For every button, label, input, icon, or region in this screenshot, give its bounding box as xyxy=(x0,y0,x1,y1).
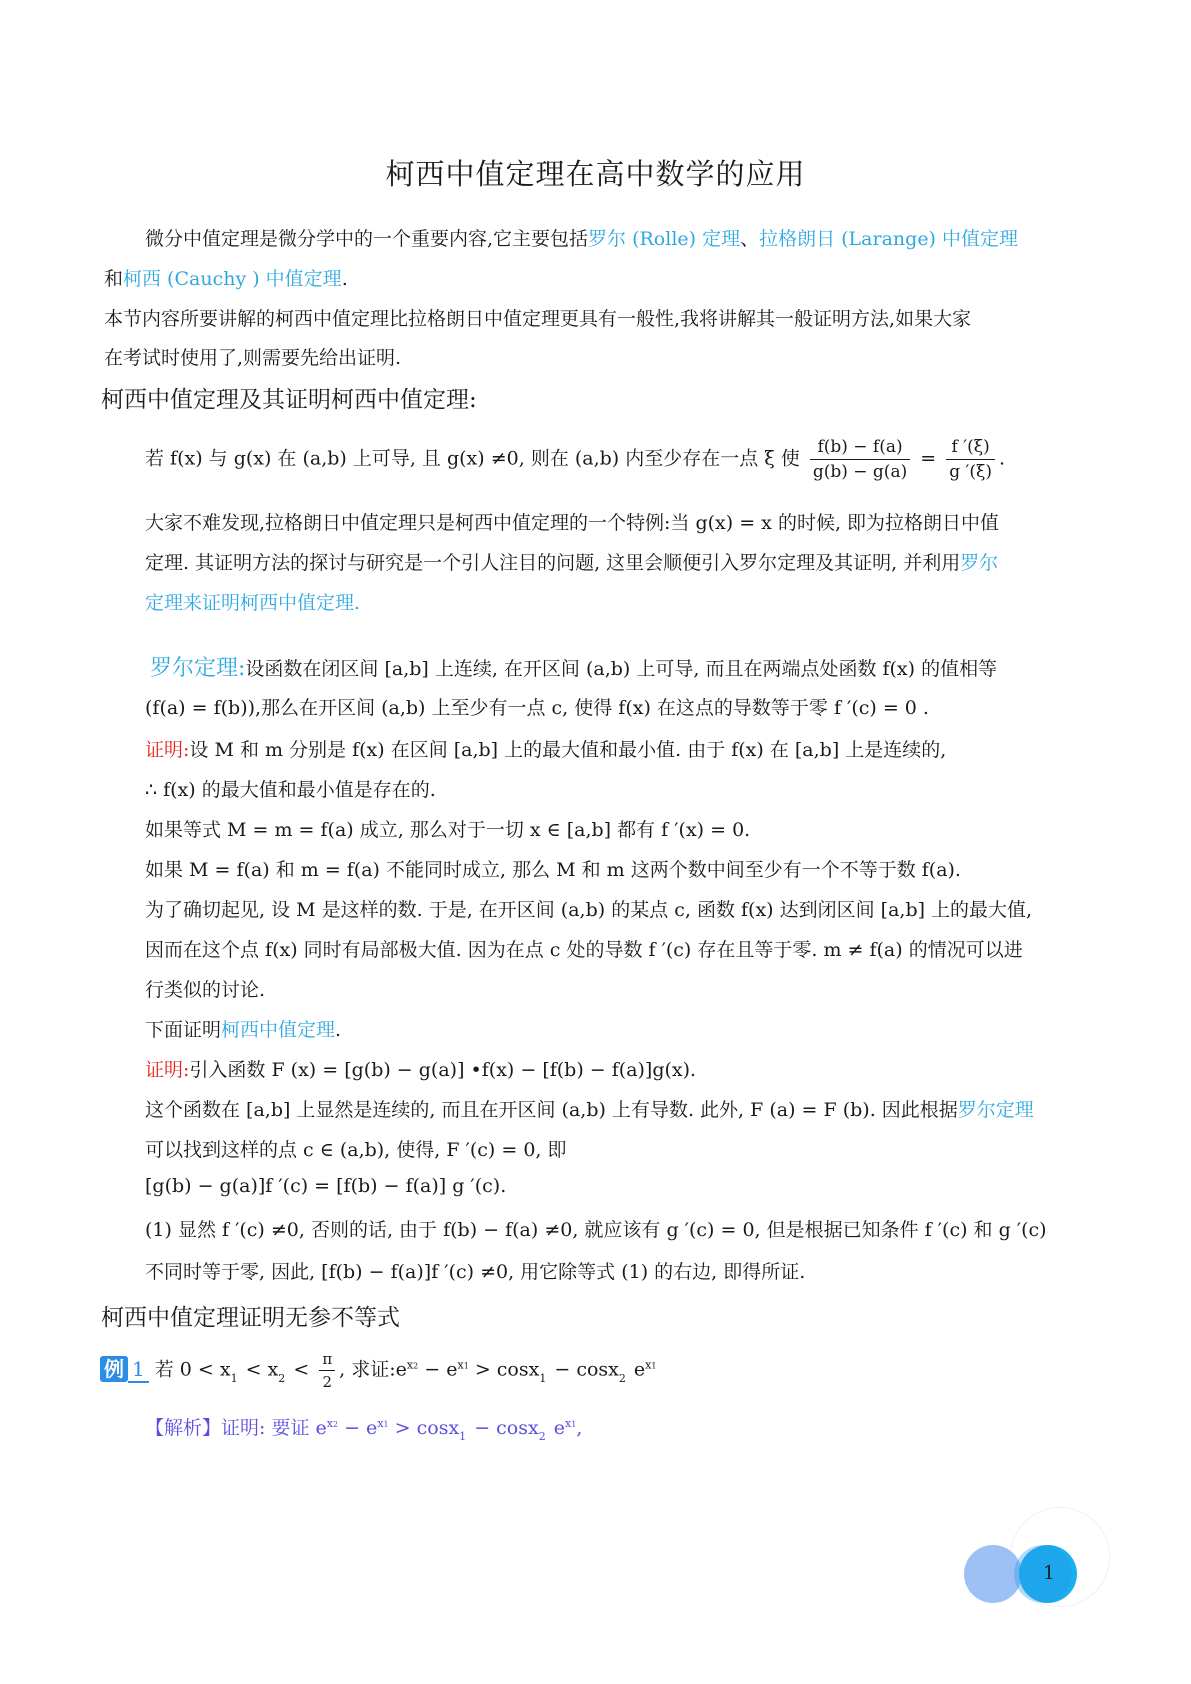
proof-label: 证明: xyxy=(145,1059,190,1081)
cauchy-lead xyxy=(145,1015,1145,1042)
superscript: x xyxy=(406,1358,414,1372)
para3-line-1: 大家不难发现,拉格朗日中值定理只是柯西中值定理的一个特例:当 g(x) = x 的时候, 即为拉格朗日中值 xyxy=(145,512,1000,534)
analysis-text: > cosx xyxy=(388,1417,460,1439)
fraction-numerator: π xyxy=(319,1350,335,1371)
analysis-label: 【解析】 xyxy=(145,1417,222,1439)
subscript: 1 xyxy=(230,1371,238,1385)
theorem-statement xyxy=(145,437,1145,482)
intro-text: 和 xyxy=(104,268,124,290)
example-text: − cosx xyxy=(548,1358,619,1381)
rolle-text: 设函数在闭区间 [a,b] 上连续, 在开区间 (a,b) 上可导, 而且在两端点处函数 f(x) 的值相等 xyxy=(245,658,998,680)
equals-sign: = xyxy=(920,447,937,470)
rolle-proof-line-4: 如果 M = f(a) 和 m = f(a) 不能同时成立, 那么 M 和 m 这两个数中间至少有一个不等于数 f(a). xyxy=(145,859,961,881)
para3-line-2 xyxy=(145,548,1145,575)
intro-line-3: 本节内容所要讲解的柯西中值定理比拉格朗日中值定理更具有一般性,我将讲解其一般证明方法,如果大家 xyxy=(104,308,972,330)
subscript: 1 xyxy=(539,1371,547,1385)
cauchy-proof-line-2 xyxy=(145,1095,1145,1122)
example-text: > cosx xyxy=(468,1358,540,1381)
proof-text: 这个函数在 [a,b] 上显然是连续的, 而且在开区间 (a,b) 上有导数. 此外, F (a) = F (b). 因此根据 xyxy=(145,1099,958,1121)
subscript: 2 xyxy=(278,1371,286,1385)
subscript: 1 xyxy=(459,1430,467,1443)
proof-label: 证明: xyxy=(145,739,190,761)
fraction-lhs xyxy=(810,437,910,482)
cauchy-proof-line-1 xyxy=(145,1055,1145,1082)
para-text: 定理. 其证明方法的探讨与研究是一个引人注目的问题, 这里会顺便引入罗尔定理及其证明, 并利用 xyxy=(145,552,961,574)
cauchy-proof-line-3: 可以找到这样的点 c ∈ (a,b), 使得, F ′(c) = 0, 即 xyxy=(145,1139,567,1161)
superscript: 1 xyxy=(651,1361,657,1371)
example-1 xyxy=(100,1350,1100,1391)
example-1-analysis xyxy=(145,1413,1145,1443)
fraction-rhs xyxy=(946,437,995,482)
rolle-link[interactable]: 罗尔 (Rolle) 定理 xyxy=(588,228,741,250)
page-number: 1 xyxy=(1042,1562,1056,1584)
rolle-proof-line-2: ∴ f(x) 的最大值和最小值是存在的. xyxy=(145,779,436,801)
superscript: x xyxy=(457,1358,464,1372)
theorem-end: . xyxy=(999,447,1006,470)
proof-text: 引入函数 F (x) = [g(b) − g(a)] •f(x) − [f(b) − f(a)]g(x). xyxy=(189,1059,697,1081)
analysis-text: − cosx xyxy=(468,1417,539,1439)
example-text: 若 0 < x xyxy=(154,1358,231,1381)
rolle-proof-line-7: 行类似的讨论. xyxy=(145,979,266,1001)
subscript: 2 xyxy=(618,1371,626,1385)
fraction-numerator: f ′(ξ) xyxy=(946,437,995,460)
fraction-denominator: g(b) − g(a) xyxy=(812,462,908,482)
example-number: 1 xyxy=(128,1357,149,1383)
example-text: < xyxy=(287,1358,310,1381)
page-title: 柯西中值定理在高中数学的应用 xyxy=(385,157,806,191)
superscript: x xyxy=(326,1417,333,1430)
superscript: x xyxy=(377,1417,384,1430)
intro-text: 微分中值定理是微分学中的一个重要内容,它主要包括 xyxy=(145,228,589,250)
superscript: x xyxy=(645,1358,652,1372)
cauchy-proof-line-4: [g(b) − g(a)]f ′(c) = [f(b) − f(a)] g ′(c). xyxy=(145,1175,507,1197)
rolle-label: 罗尔定理: xyxy=(150,656,246,681)
example-text: , 求证:e xyxy=(339,1358,407,1381)
superscript: 1 xyxy=(571,1420,577,1429)
superscript: 1 xyxy=(463,1361,469,1371)
proof-text: 设 M 和 m 分别是 f(x) 在区间 [a,b] 上的最大值和最小值. 由于 f(x) 在 [a,b] 上是连续的, xyxy=(189,739,947,761)
rolle-proof-line-5: 为了确切起见, 设 M 是这样的数. 于是, 在开区间 (a,b) 的某点 c, 函数 f(x) 达到闭区间 [a,b] 上的最大值, xyxy=(145,899,1033,921)
rolle-link[interactable]: 罗尔 xyxy=(960,552,999,574)
rolle-theorem-line-1 xyxy=(150,651,1150,682)
rolle-theorem-line-2: (f(a) = f(b)),那么在开区间 (a,b) 上至少有一点 c, 使得 f(x) 在这点的导数等于零 f ′(c) = 0 . xyxy=(145,697,929,719)
example-badge: 例 xyxy=(100,1356,128,1382)
cauchy-link[interactable]: 柯西中值定理 xyxy=(221,1019,336,1041)
rolle-proof-line-1 xyxy=(145,735,1145,762)
analysis-text: , xyxy=(576,1417,583,1439)
example-text: e xyxy=(627,1358,646,1381)
rolle-proof-line-6: 因而在这个点 f(x) 同时有局部极大值. 因为在点 c 处的导数 f ′(c) 存在且等于零. m ≠ f(a) 的情况可以进 xyxy=(145,939,1023,961)
subscript: 2 xyxy=(538,1430,546,1443)
analysis-text: − e xyxy=(338,1417,378,1439)
rolle-link[interactable]: 罗尔定理 xyxy=(957,1099,1034,1121)
fraction-pi-half xyxy=(319,1350,335,1391)
cauchy-proof-line-6: 不同时等于零, 因此, [f(b) − f(a)]f ′(c) ≠0, 用它除等式 (1) 的右边, 即得所证. xyxy=(145,1261,806,1283)
intro-line-2 xyxy=(104,264,1104,291)
fraction-numerator: f(b) − f(a) xyxy=(810,437,910,460)
example-text: − e xyxy=(418,1358,458,1381)
superscript: 1 xyxy=(383,1420,389,1429)
lagrange-link[interactable]: 拉格朗日 (Larange) 中值定理 xyxy=(759,228,1019,250)
theorem-text: 若 f(x) 与 g(x) 在 (a,b) 上可导, 且 g(x) ≠0, 则在 (a,b) 内至少存在一点 ξ 使 xyxy=(145,447,800,470)
para3-line-3[interactable]: 定理来证明柯西中值定理. xyxy=(145,592,361,614)
section-heading-inequality: 柯西中值定理证明无参不等式 xyxy=(101,1305,400,1331)
cauchy-link[interactable]: 柯西 (Cauchy ) 中值定理 xyxy=(123,268,342,290)
intro-end: . xyxy=(341,268,348,290)
analysis-text: 证明: 要证 e xyxy=(221,1417,327,1439)
fraction-denominator: 2 xyxy=(322,1373,333,1391)
intro-line-1 xyxy=(145,224,1145,251)
section-heading-cauchy: 柯西中值定理及其证明柯西中值定理: xyxy=(101,387,477,413)
lead-end: . xyxy=(335,1019,342,1041)
separator: 、 xyxy=(740,228,760,250)
example-text: < x xyxy=(239,1358,279,1381)
lead-text: 下面证明 xyxy=(145,1019,222,1041)
superscript: x xyxy=(565,1417,572,1430)
fraction-denominator: g ′(ξ) xyxy=(949,462,993,482)
superscript: 2 xyxy=(413,1361,419,1371)
superscript: 2 xyxy=(332,1420,339,1429)
rolle-proof-line-3: 如果等式 M = m = f(a) 成立, 那么对于一切 x ∈ [a,b] 都有 f ′(x) = 0. xyxy=(145,819,751,841)
analysis-text: e xyxy=(547,1417,566,1439)
intro-line-4: 在考试时使用了,则需要先给出证明. xyxy=(104,347,402,369)
cauchy-proof-line-5: (1) 显然 f ′(c) ≠0, 否则的话, 由于 f(b) − f(a) ≠0, 就应该有 g ′(c) = 0, 但是根据已知条件 f ′(c) 和 g ′(c) xyxy=(145,1219,1047,1241)
